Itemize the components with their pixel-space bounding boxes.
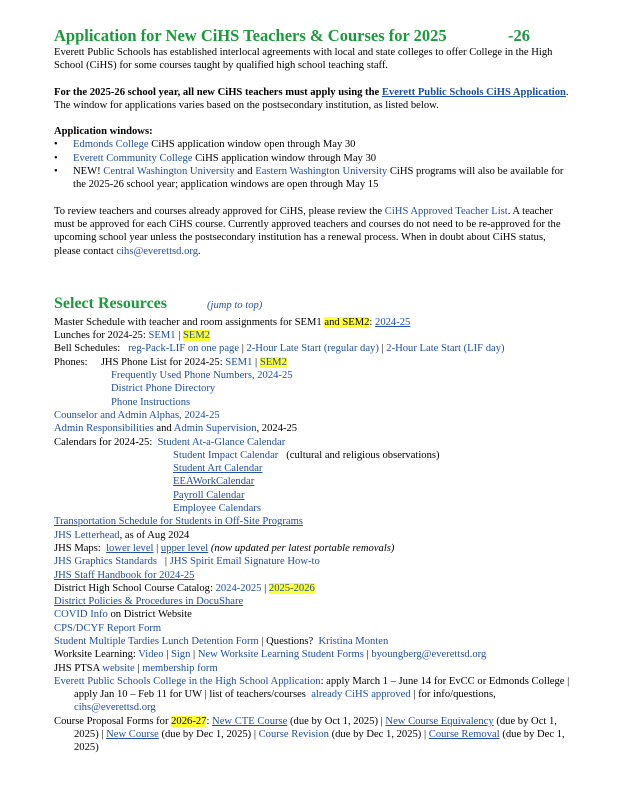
lunches-line: Lunches for 2024-25: SEM1 | SEM2 <box>54 330 211 342</box>
cihs-email-link-2[interactable]: cihs@everettsd.org <box>74 702 156 714</box>
ewu-link[interactable]: Eastern Washington University <box>255 166 388 178</box>
calendar-student-glance-link[interactable]: Student At-a-Glance Calendar <box>157 436 286 448</box>
calendar-student-impact-link[interactable]: Student Impact Calendar <box>173 449 279 461</box>
phones-sem2-link[interactable]: SEM2 <box>259 356 287 368</box>
counselor-alphas-link[interactable]: Counselor and Admin Alphas, 2024-25 <box>54 409 220 421</box>
windows-heading: Application windows: <box>54 126 153 138</box>
already-approved-link[interactable]: already CiHS approved <box>311 689 411 701</box>
ptsa-membership-link[interactable]: membership form <box>142 662 218 674</box>
resources-heading: Select Resources (jump to top) <box>54 294 263 312</box>
cihs-application-link-2[interactable]: Everett Public Schools College in the High School Application <box>54 675 321 687</box>
letterhead-line: JHS Letterhead, as of Aug 2024 <box>54 529 190 541</box>
admin-line: Admin Responsibilities and Admin Supervision, 2024-25 <box>54 423 298 435</box>
edmonds-college-link[interactable]: Edmonds College <box>73 139 149 151</box>
lunch-sem2-link[interactable]: SEM2 <box>182 330 211 342</box>
ptsa-website-link[interactable]: website <box>102 662 135 674</box>
page-title: Application for New CiHS Teachers & Courses for 2025 -26 <box>54 26 530 45</box>
document-page: Application for New CiHS Teachers & Courses for 2025 -26 Everett Public Schools has established interlocal agreements with local and state colleges to offer College in the High School (CiHS) for some courses taught by qualified high school teaching staff. For the 2025-26 school year, all new CiHS teachers must apply using the Everett Public Schools CiHS Application. The window for applications varies based on the postsecondary institution, as listed below. Application windows: • Edmonds College CiHS application window open through May 30 • Everett Community College CiHS application window through May 30 • NEW! Central Washington University and Eastern Washington University CiHS programs will also be available for the 2025-26 school year; application windows are open through May 15 To review teachers and courses already approved for CiHS, please review the CiHS Approved Teacher List. A teacher must be approved for each CiHS course. Currently approved teachers and courses do not need to be re-approved for the upcoming school year unless the postsecondary institution has a renewal process. When in doubt about CiHS status, please contact cihs@everettsd.org. Select Resources (jump to top) Master Schedule with teacher and room assignments for SEM1 and SEM2: 2024-25 Lunches for 2024-25: SEM1 | SEM2 Bell Schedules: reg-Pack-LIF on one page | 2-Hour Late Start (regular day) | 2-Hour Late Start (LIF day) Phones: JHS Phone List for 2024-25: SEM1 | SEM2 Frequently Used Phone Numbers, 2024-25 District Phone Directory Phone Instructions Counselor and Admin Alphas, 2024-25 Admin Responsibilities and Admin Supervision, 2024-25 Calendars for 2024-25: Student At-a-Glance Calendar Student Impact Calendar (cultural and religious observations) Student Art Calendar EEAWorkCalendar Payroll Calendar Employee Calendars Transportation Schedule for Students in Off-Site Programs JHS Letterhead, as of Aug 2024 JHS Maps: lower level | upper level (now updated per latest portable removals) JHS Graphics Standards | JHS Spirit Email Signature How-to JHS Staff Handbook for 2024-25 District High School Course Catalog: 2024-2025 | 2025-2026 District Policies & Procedures in DocuShare COVID Info on District Website CPS/DCYF Report Form Student Multiple Tardies Lunch Detention Form | Questions? Kristina Monten Worksite Learning: Video | Sign | New Worksite Learning Student Forms | byoungberg@everettsd.org JHS PTSA website | membership form Everett Public Schools College in the High School Application: apply March 1 – June 14 for EvCC or Edmonds College | apply Jan 10 – Feb 11 for UW | list of teachers/courses already CiHS approved | for info/questions, cihs@everettsd.org Course Proposal Forms for 2026-27: New CTE Course (due by Oct 1, 2025) | New Course Equivalency (due by Oct 1, 2025) | New Course (due by Dec 1, 2025) | Course Revision (due by Dec 1, 2025) | Course Removal (due by Dec 1, 2025) <box>54 26 574 755</box>
lunch-sem1-link[interactable]: SEM1 <box>148 330 176 342</box>
master-schedule-link[interactable]: 2024-25 <box>375 316 411 328</box>
map-lower-link[interactable]: lower level <box>106 542 154 554</box>
master-schedule-line: Master Schedule with teacher and room assignments for SEM1 and SEM2: 2024-25 <box>54 316 411 328</box>
phone-instructions-link[interactable]: Phone Instructions <box>111 396 191 408</box>
tardies-form-link[interactable]: Student Multiple Tardies Lunch Detention Form <box>54 635 259 647</box>
phones-sem1-link[interactable]: SEM1 <box>225 356 253 368</box>
approved-teacher-list-link[interactable]: CiHS Approved Teacher List <box>384 205 508 217</box>
intro-paragraph: Everett Public Schools has established interlocal agreements with local and state colleges to offer College in the High School (CiHS) for some courses taught by qualified high school teaching staff. <box>54 47 553 72</box>
email-signature-link[interactable]: JHS Spirit Email Signature How-to <box>169 556 320 568</box>
course-removal-link[interactable]: Course Removal <box>428 729 500 741</box>
admin-responsibilities-link[interactable]: Admin Responsibilities <box>54 423 154 435</box>
proposal-line: Course Proposal Forms for 2026-27: New CTE Course (due by Oct 1, 2025) | New Course Equivalency (due by Oct 1, 2025) | New Course (due by Dec 1, 2025) | Course Revision (due by Dec 1, 2025) | Course Removal (due by Dec 1, 2025) <box>54 715 565 754</box>
tardies-line: Student Multiple Tardies Lunch Detention Form | Questions? Kristina Monten <box>54 635 389 647</box>
catalog-2024-link[interactable]: 2024-2025 <box>215 582 262 594</box>
new-course-link[interactable]: New Course <box>106 729 159 741</box>
map-upper-link[interactable]: upper level <box>160 542 209 554</box>
worksite-email-link[interactable]: byoungberg@everettsd.org <box>371 649 487 661</box>
windows-list <box>54 138 574 191</box>
worksite-sign-link[interactable]: Sign <box>170 649 191 661</box>
calendar-student-art-link[interactable]: Student Art Calendar <box>173 463 263 475</box>
jump-to-top-link[interactable]: (jump to top) <box>207 299 263 311</box>
new-cte-course-link[interactable]: New CTE Course <box>212 715 288 727</box>
maps-line: JHS Maps: lower level | upper level (now updated per latest portable removals) <box>54 542 395 554</box>
admin-supervision-link[interactable]: Admin Supervision <box>173 423 257 435</box>
phone-directory-link[interactable]: District Phone Directory <box>111 383 216 395</box>
calendar-eea-link[interactable]: EEAWorkCalendar <box>173 476 255 488</box>
catalog-2025-link[interactable]: 2025-2026 <box>268 582 315 594</box>
transportation-link[interactable]: Transportation Schedule for Students in Off-Site Programs <box>54 516 303 528</box>
kristina-monten-link[interactable]: Kristina Monten <box>318 635 389 647</box>
cps-report-link[interactable]: CPS/DCYF Report Form <box>54 622 162 634</box>
college-line: Everett Public Schools College in the High School Application: apply March 1 – June 14 for EvCC or Edmonds College | apply Jan 10 – Feb 11 for UW | list of teachers/courses already CiHS approved | for info/questions, cihs@everettsd.org <box>54 675 570 714</box>
cwu-link[interactable]: Central Washington University <box>103 166 235 178</box>
worksite-video-link[interactable]: Video <box>138 649 164 661</box>
district-policies-link[interactable]: District Policies & Procedures in DocuShare <box>54 596 244 608</box>
bell-reg-link[interactable]: reg-Pack-LIF on one page <box>128 343 240 355</box>
review-paragraph: To review teachers and courses already approved for CiHS, please review the CiHS Approved Teacher List. A teacher must be approved for each CiHS course. Currently approved teachers and courses do not need to be re-approved for the upcoming school year unless the postsecondary institution has a renewal process. When in doubt about CiHS status, please contact cihs@everettsd.org. <box>54 205 561 257</box>
frequent-numbers-link[interactable]: Frequently Used Phone Numbers, 2024-25 <box>111 370 293 382</box>
bell-late-regular-link[interactable]: 2-Hour Late Start (regular day) <box>246 343 379 355</box>
staff-handbook-link[interactable]: JHS Staff Handbook for 2024-25 <box>54 569 195 581</box>
list-item: • Everett Community College CiHS application window through May 30 <box>54 152 574 165</box>
worksite-line: Worksite Learning: Video | Sign | New Worksite Learning Student Forms | byoungberg@everettsd.org <box>54 649 487 661</box>
letterhead-link[interactable]: JHS Letterhead <box>54 529 120 541</box>
calendars-line: Calendars for 2024-25: Student At-a-Glance Calendar <box>54 436 286 448</box>
bell-late-lif-link[interactable]: 2-Hour Late Start (LIF day) <box>386 343 505 355</box>
everett-cc-link[interactable]: Everett Community College <box>73 152 193 164</box>
list-item: • NEW! Central Washington University and Eastern Washington University CiHS programs will also be available for the 2025-26 school year; application windows are open through May 15 <box>54 165 574 192</box>
graphics-line: JHS Graphics Standards | JHS Spirit Email Signature How-to <box>54 556 320 568</box>
cihs-email-link[interactable]: cihs@everettsd.org <box>116 245 199 257</box>
phones-line: Phones: JHS Phone List for 2024-25: SEM1 | SEM2 <box>54 356 287 368</box>
calendar-employee-link[interactable]: Employee Calendars <box>173 503 261 515</box>
graphics-standards-link[interactable]: JHS Graphics Standards <box>54 556 157 568</box>
course-equivalency-link[interactable]: New Course Equivalency <box>385 715 494 727</box>
catalog-line: District High School Course Catalog: 2024-2025 | 2025-2026 <box>54 582 315 594</box>
list-item: • Edmonds College CiHS application window open through May 30 <box>54 138 574 151</box>
covid-info-link[interactable]: COVID Info <box>54 609 108 621</box>
course-revision-link[interactable]: Course Revision <box>258 729 329 741</box>
apply-paragraph: For the 2025-26 school year, all new CiHS teachers must apply using the Everett Public Schools CiHS Application. The window for applications varies based on the postsecondary institution, as listed below. <box>54 86 569 111</box>
covid-line: COVID Info on District Website <box>54 609 192 621</box>
calendar-payroll-link[interactable]: Payroll Calendar <box>173 489 245 501</box>
cihs-application-link[interactable]: Everett Public Schools CiHS Application <box>381 86 566 98</box>
ptsa-line: JHS PTSA website | membership form <box>54 662 218 674</box>
worksite-forms-link[interactable]: New Worksite Learning Student Forms <box>197 649 364 661</box>
bell-schedules-line: Bell Schedules: reg-Pack-LIF on one page | 2-Hour Late Start (regular day) | 2-Hour Late Start (LIF day) <box>54 343 505 355</box>
